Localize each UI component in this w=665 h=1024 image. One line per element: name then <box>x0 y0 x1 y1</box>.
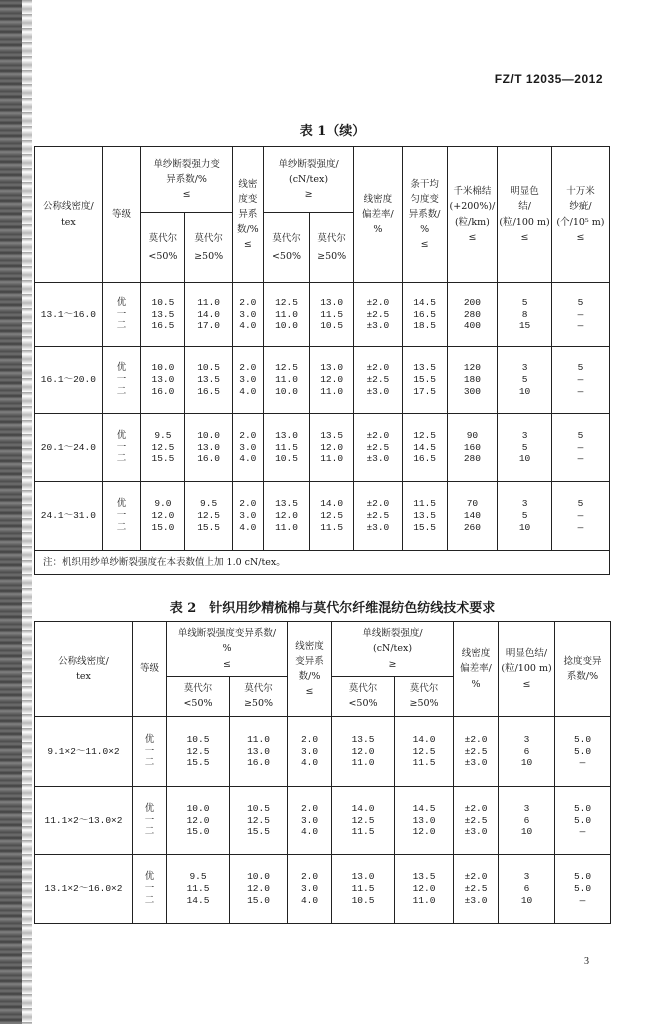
t1-value-cell: 12.5 14.5 16.5 <box>402 414 447 482</box>
t2-header-cv-modal-low: 莫代尔 <50% <box>167 677 230 717</box>
table-row <box>35 717 611 787</box>
t1-density-cell: 24.1～31.0 <box>35 482 103 551</box>
t1-header-count-cv: 线密 度变 异系 数/% ≤ <box>232 147 263 283</box>
t1-header-count-deviation: 线密度 偏差率/ % <box>354 147 402 283</box>
t1-header-neps: 千米棉结 (+200%)/ (粒/km) ≤ <box>447 147 498 283</box>
t2-value-cell: 11.0 13.0 16.0 <box>230 717 288 787</box>
t1-value-cell: 90 160 280 <box>447 414 498 482</box>
t1-value-cell: 2.0 3.0 4.0 <box>232 283 263 347</box>
t1-grade-cell: 优 一 二 <box>102 482 141 551</box>
t1-value-cell: 70 140 260 <box>447 482 498 551</box>
t1-header-cv-modal-high: 莫代尔 ≥50% <box>185 213 232 283</box>
t1-value-cell: 3 5 10 <box>498 414 552 482</box>
t1-value-cell: 12.5 11.0 10.0 <box>263 347 309 414</box>
t1-header-ten-modal-low: 莫代尔 <50% <box>263 213 309 283</box>
t2-value-cell: 3 6 10 <box>499 717 555 787</box>
t1-value-cell: 2.0 3.0 4.0 <box>232 482 263 551</box>
t2-value-cell: ±2.0 ±2.5 ±3.0 <box>454 717 499 787</box>
table-row <box>35 787 611 855</box>
t1-header-faults: 十万米 纱疵/ (个/10⁵ m) ≤ <box>551 147 609 283</box>
t2-header-color-spots: 明显色结/ (粒/100 m) ≤ <box>499 622 555 717</box>
t1-value-cell: 200 280 400 <box>447 283 498 347</box>
t2-header-ten-modal-low: 莫代尔 <50% <box>332 677 395 717</box>
t2-value-cell: ±2.0 ±2.5 ±3.0 <box>454 855 499 924</box>
t1-value-cell: 3 5 10 <box>498 347 552 414</box>
t2-grade-cell: 优 一 二 <box>133 717 167 787</box>
t1-header-cv-strength: 单纱断裂强力变 异系数/% ≤ <box>141 147 232 213</box>
t1-value-cell: ±2.0 ±2.5 ±3.0 <box>354 347 402 414</box>
t1-value-cell: 13.0 11.5 10.5 <box>263 414 309 482</box>
t2-value-cell: 2.0 3.0 4.0 <box>288 855 332 924</box>
t2-header-density: 公称线密度/ tex <box>35 622 133 717</box>
table-row <box>35 855 611 924</box>
t2-value-cell: ±2.0 ±2.5 ±3.0 <box>454 787 499 855</box>
t1-value-cell: 14.0 12.5 11.5 <box>310 482 354 551</box>
t2-density-cell: 13.1×2～16.0×2 <box>35 855 133 924</box>
t2-value-cell: 14.0 12.5 11.5 <box>332 787 395 855</box>
t2-density-cell: 9.1×2～11.0×2 <box>35 717 133 787</box>
t2-value-cell: 10.5 12.5 15.5 <box>230 787 288 855</box>
t1-grade-cell: 优 一 二 <box>102 283 141 347</box>
t1-header-tenacity: 单纱断裂强度/ (cN/tex) ≥ <box>263 147 353 213</box>
t2-value-cell: 13.5 12.0 11.0 <box>332 717 395 787</box>
t1-value-cell: 9.5 12.5 15.5 <box>185 482 232 551</box>
table-row <box>35 482 610 551</box>
table-row <box>35 283 610 347</box>
t2-value-cell: 10.0 12.0 15.0 <box>230 855 288 924</box>
page-number: 3 <box>584 956 589 967</box>
t1-value-cell: 13.0 12.0 11.0 <box>310 347 354 414</box>
t2-value-cell: 14.0 12.5 11.5 <box>395 717 454 787</box>
t2-header-ten-modal-high: 莫代尔 ≥50% <box>395 677 454 717</box>
t2-value-cell: 3 6 10 <box>499 787 555 855</box>
t2-header-cv-modal-high: 莫代尔 ≥50% <box>230 677 288 717</box>
t2-header-count-cv: 线密度 变异系 数/% ≤ <box>288 622 332 717</box>
t1-value-cell: 5 — — <box>551 482 609 551</box>
t1-value-cell: 10.5 13.5 16.5 <box>185 347 232 414</box>
t1-header-color-spots: 明显色 结/ (粒/100 m) ≤ <box>498 147 552 283</box>
t2-header-cv-strength: 单线断裂强度变异系数/ % ≤ <box>167 622 288 677</box>
t1-density-cell: 16.1～20.0 <box>35 347 103 414</box>
standard-number: FZ/T 12035—2012 <box>494 72 603 86</box>
t1-value-cell: 2.0 3.0 4.0 <box>232 414 263 482</box>
t2-header-count-deviation: 线密度 偏差率/ % <box>454 622 499 717</box>
t1-value-cell: 13.5 12.0 11.0 <box>263 482 309 551</box>
t1-value-cell: 10.5 13.5 16.5 <box>141 283 185 347</box>
t1-value-cell: ±2.0 ±2.5 ±3.0 <box>354 283 402 347</box>
t1-value-cell: 9.5 12.5 15.5 <box>141 414 185 482</box>
t2-header-twist-cv: 捻度变异 系数/% <box>555 622 611 717</box>
t2-value-cell: 14.5 13.0 12.0 <box>395 787 454 855</box>
t1-header-density: 公称线密度/ tex <box>35 147 103 283</box>
t2-value-cell: 5.0 5.0 — <box>555 717 611 787</box>
table2-caption: 表 2 针织用纱精梳棉与莫代尔纤维混纺色纺线技术要求 <box>169 601 496 616</box>
t1-density-cell: 13.1～16.0 <box>35 283 103 347</box>
table-row <box>35 347 610 414</box>
t1-note: 注：机织用纱单纱断裂强度在本表数值上加 1.0 cN/tex。 <box>35 551 610 575</box>
t2-density-cell: 11.1×2～13.0×2 <box>35 787 133 855</box>
t1-header-ten-modal-high: 莫代尔 ≥50% <box>310 213 354 283</box>
t2-value-cell: 13.5 12.0 11.0 <box>395 855 454 924</box>
t2-value-cell: 2.0 3.0 4.0 <box>288 787 332 855</box>
t1-header-grade: 等级 <box>102 147 141 283</box>
t2-value-cell: 5.0 5.0 — <box>555 787 611 855</box>
table-row <box>35 414 610 482</box>
t1-value-cell: 13.0 11.5 10.5 <box>310 283 354 347</box>
t2-grade-cell: 优 一 二 <box>133 787 167 855</box>
t1-value-cell: ±2.0 ±2.5 ±3.0 <box>354 482 402 551</box>
t1-value-cell: 120 180 300 <box>447 347 498 414</box>
t1-value-cell: 5 8 15 <box>498 283 552 347</box>
t1-value-cell: 13.5 12.0 11.0 <box>310 414 354 482</box>
t1-value-cell: 5 — — <box>551 283 609 347</box>
t2-value-cell: 10.0 12.0 15.0 <box>167 787 230 855</box>
t2-value-cell: 5.0 5.0 — <box>555 855 611 924</box>
t1-density-cell: 20.1～24.0 <box>35 414 103 482</box>
t1-value-cell: 5 — — <box>551 347 609 414</box>
t2-grade-cell: 优 一 二 <box>133 855 167 924</box>
t1-grade-cell: 优 一 二 <box>102 414 141 482</box>
t1-value-cell: 14.5 16.5 18.5 <box>402 283 447 347</box>
t1-value-cell: 12.5 11.0 10.0 <box>263 283 309 347</box>
t1-value-cell: 10.0 13.0 16.0 <box>185 414 232 482</box>
t1-value-cell: 11.0 14.0 17.0 <box>185 283 232 347</box>
t2-value-cell: 10.5 12.5 15.5 <box>167 717 230 787</box>
t1-value-cell: 11.5 13.5 15.5 <box>402 482 447 551</box>
table1 <box>34 146 610 575</box>
t1-value-cell: 2.0 3.0 4.0 <box>232 347 263 414</box>
t1-value-cell: 3 5 10 <box>498 482 552 551</box>
scan-binding-shadow <box>22 0 32 1024</box>
t1-header-cv-modal-low: 莫代尔 <50% <box>141 213 185 283</box>
t2-value-cell: 9.5 11.5 14.5 <box>167 855 230 924</box>
table1-caption: 表 1（续） <box>299 124 366 139</box>
t1-value-cell: 10.0 13.0 16.0 <box>141 347 185 414</box>
scan-binding-edge <box>0 0 22 1024</box>
t1-header-evenness: 条干均 匀度变 异系数/ % ≤ <box>402 147 447 283</box>
t1-value-cell: 13.5 15.5 17.5 <box>402 347 447 414</box>
table2 <box>34 621 611 924</box>
t2-value-cell: 2.0 3.0 4.0 <box>288 717 332 787</box>
t2-header-tenacity: 单线断裂强度/ (cN/tex) ≥ <box>332 622 454 677</box>
t1-value-cell: ±2.0 ±2.5 ±3.0 <box>354 414 402 482</box>
t2-header-grade: 等级 <box>133 622 167 717</box>
t1-grade-cell: 优 一 二 <box>102 347 141 414</box>
t1-value-cell: 9.0 12.0 15.0 <box>141 482 185 551</box>
t2-value-cell: 13.0 11.5 10.5 <box>332 855 395 924</box>
t1-value-cell: 5 — — <box>551 414 609 482</box>
t2-value-cell: 3 6 10 <box>499 855 555 924</box>
